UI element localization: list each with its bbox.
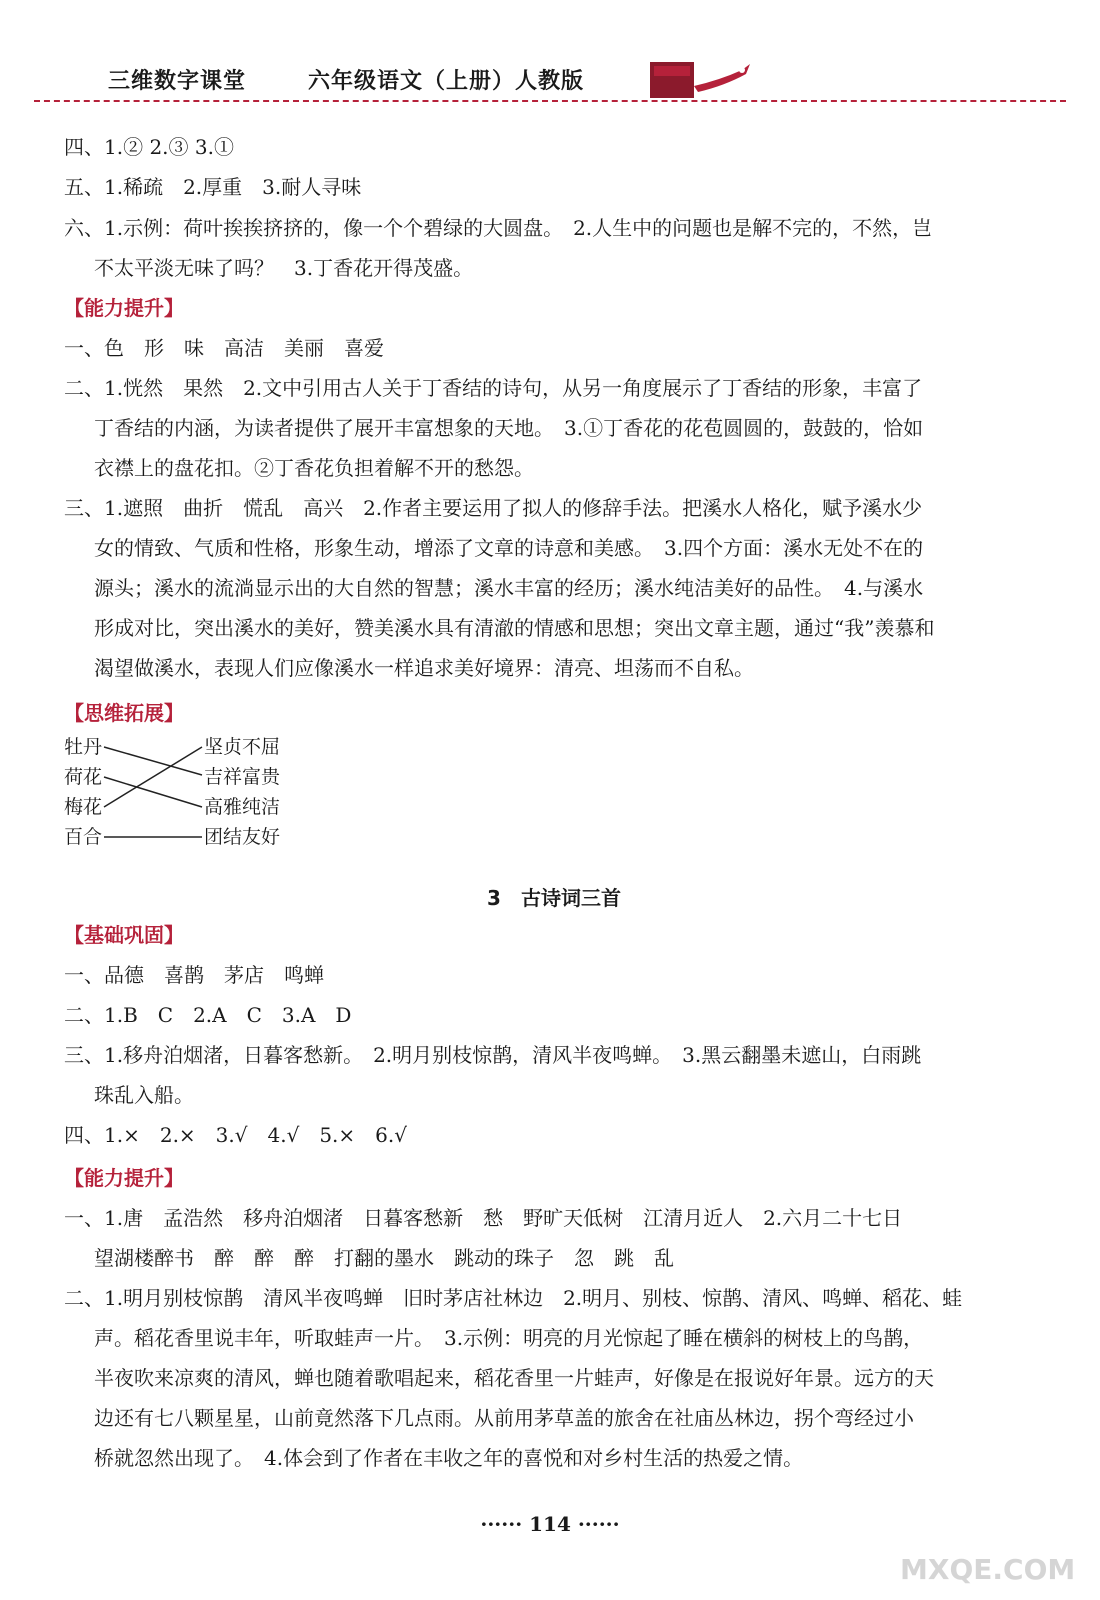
answer-line: 珠乱入船。: [94, 1083, 194, 1107]
answer-line: 声。稻花香里说丰年，听取蛙声一片。 3.示例：明亮的月光惊起了睡在横斜的树枝上的鸟鹊，: [94, 1326, 924, 1350]
watermark-logo: [900, 1500, 1090, 1590]
section-tag: 【基础巩固】: [64, 923, 184, 947]
page-number: ······ 114 ······: [480, 1512, 620, 1536]
answer-line: 三、1.遮照 曲折 慌乱 高兴 2.作者主要运用了拟人的修辞手法。把溪水人格化，赋予溪水少: [64, 496, 923, 520]
answer-line: 形成对比，突出溪水的美好，赞美溪水具有清澈的情感和思想；突出文章主题，通过“我”羡慕和: [94, 616, 935, 640]
answer-line: 一、1.唐 孟浩然 移舟泊烟渚 日暮客愁新 愁 野旷天低树 江清月近人 2.六月二十七日: [64, 1206, 903, 1230]
match-line: [104, 747, 202, 775]
answer-line: 一、品德 喜鹊 茅店 鸣蝉: [64, 963, 324, 987]
answer-line: 三、1.移舟泊烟渚，日暮客愁新。 2.明月别枝惊鹊，清风半夜鸣蝉。 3.黑云翻墨未遮山，白雨跳: [64, 1043, 922, 1067]
lesson-title: 3 古诗词三首: [487, 886, 621, 910]
match-left-item: 荷花: [64, 766, 103, 788]
answer-line: 衣襟上的盘花扣。②丁香花负担着解不开的愁怨。: [94, 456, 534, 480]
match-line: [104, 777, 202, 807]
answer-line: 二、1.B C 2.A C 3.A D: [64, 1003, 352, 1027]
match-left-item: 牡丹: [64, 736, 103, 758]
book-title: 六年级语文（上册）人教版: [308, 69, 585, 94]
matching-exercise: [64, 735, 324, 865]
header-divider: [34, 100, 1066, 102]
match-right-item: 坚贞不屈: [204, 736, 281, 758]
section-tag: 【思维拓展】: [64, 701, 184, 725]
answer-line: 二、1.明月别枝惊鹊 清风半夜鸣蝉 旧时茅店社林边 2.明月、别枝、惊鹊、清风、鸣蝉、稻花、蛙: [64, 1286, 963, 1310]
answer-line: 渴望做溪水，表现人们应像溪水一样追求美好境界：清亮、坦荡而不自私。: [94, 656, 754, 680]
match-line: [104, 747, 202, 807]
page-header: [0, 0, 1100, 110]
answer-line: 边还有七八颗星星，山前竟然落下几点雨。从前用茅草盖的旅舍在社庙丛林边，拐个弯经过小: [94, 1406, 914, 1430]
answer-line: 半夜吹来凉爽的清风，蝉也随着歌唱起来，稻花香里一片蛙声，好像是在报说好年景。远方的天: [94, 1366, 934, 1390]
section-tag: 【能力提升】: [64, 1166, 184, 1190]
answer-line: 丁香结的内涵，为读者提供了展开丰富想象的天地。 3.①丁香花的花苞圆圆的，鼓鼓的，恰如: [94, 416, 924, 440]
answer-line: 六、1.示例：荷叶挨挨挤挤的，像一个个碧绿的大圆盘。 2.人生中的问题也是解不完的，不然，岂: [64, 216, 933, 240]
match-right-item: 吉祥富贵: [204, 766, 281, 788]
answer-line: 女的情致、气质和性格，形象生动，增添了文章的诗意和美感。 3.四个方面：溪水无处不在的: [94, 536, 924, 560]
match-left-item: 梅花: [64, 796, 103, 818]
section-tag: 【能力提升】: [64, 296, 184, 320]
answer-line: 二、1.恍然 果然 2.文中引用古人关于丁香结的诗句，从另一角度展示了丁香结的形象，丰富了: [64, 376, 923, 400]
answer-line: 四、1.× 2.× 3.√ 4.√ 5.× 6.√: [64, 1123, 407, 1147]
watermark-text: MXQE.COM: [900, 1553, 1076, 1586]
answer-line: 源头；溪水的流淌显示出的大自然的智慧；溪水丰富的经历；溪水纯洁美好的品性。 4.与溪水: [94, 576, 924, 600]
match-right-item: 高雅纯洁: [204, 796, 281, 818]
matching-lines: [64, 735, 324, 865]
answer-line: 桥就忽然出现了。 4.体会到了作者在丰收之年的喜悦和对乡村生活的热爱之情。: [94, 1446, 804, 1470]
answer-line: 一、色 形 味 高洁 美丽 喜爱: [64, 336, 384, 360]
answer-line: 四、1.② 2.③ 3.①: [64, 135, 234, 159]
answer-line: 五、1.稀疏 2.厚重 3.耐人寻味: [64, 175, 362, 199]
match-right-item: 团结友好: [204, 826, 281, 848]
match-left-item: 百合: [64, 826, 103, 848]
answer-line: 望湖楼醉书 醉 醉 醉 打翻的墨水 跳动的珠子 忽 跳 乱: [94, 1246, 674, 1270]
series-title: 三维数字课堂: [108, 69, 247, 94]
answer-line: 不太平淡无味了吗？ 3.丁香花开得茂盛。: [94, 256, 474, 280]
rocket-logo-icon: [650, 56, 770, 100]
